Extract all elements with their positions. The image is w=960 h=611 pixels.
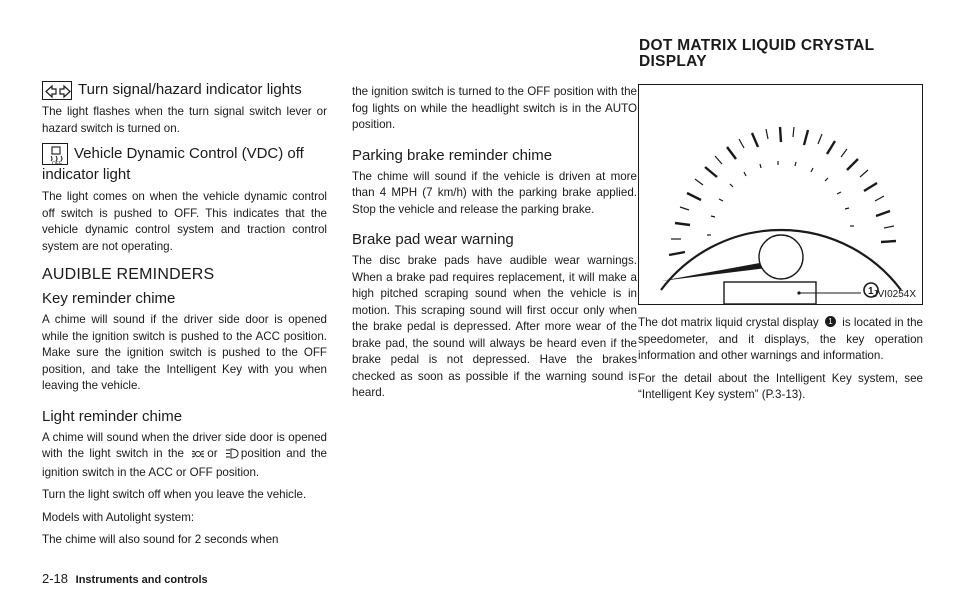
display-text-b: is located in the speedometer, and it displays, the key operation information and other warnings and information. [638, 316, 923, 362]
light-text-3: Models with Autolight system: [42, 510, 195, 524]
light-reminder-heading: Light reminder chime [42, 407, 183, 425]
speedometer-illustration [639, 85, 922, 304]
vdc-heading [42, 143, 327, 185]
key-reminder-heading: Key reminder chime [42, 290, 176, 307]
section-title: DOT MATRIX LIQUID CRYSTAL DISPLAY [639, 37, 875, 70]
column-1 [42, 80, 327, 555]
light-reminder-text [42, 430, 327, 482]
light-text-2: Turn the light switch off when you leave the vehicle. [42, 488, 307, 501]
callout-1-label: 1 [868, 286, 874, 297]
light-text-a: A chime will sound when the driver side door is opened with the light switch in the [42, 430, 327, 460]
column-2 [352, 84, 637, 408]
intelligent-key-text: For the detail about the Intelligent Key system, see “Intelligent Key system” (P.3-13). [638, 371, 923, 401]
light-text-4: The chime will also sound for 2 seconds when [42, 533, 279, 546]
brake-pad-text: The disc brake pads have audible wear warnings. When a brake pad requires replacement, it will make a high pitched scraping sound when the vehicle is in motion. This scraping sound will first occur only when the brake pedal is depressed. After more wear of the brake pad, the sound will always be heard even if the brake pedal is not depressed. Have the brakes checked as soon as possible if the warning sound is heard. [352, 254, 637, 399]
display-description [638, 315, 923, 365]
speedometer-figure [638, 84, 923, 305]
turn-signal-heading [42, 80, 327, 100]
key-reminder-text: A chime will sound if the driver side door is opened while the ignition switch is pushed to the ACC position. Make sure the ignition switch is pushed to the OFF position, and take the Intelligent Key with you when leaving the vehicle. [42, 313, 327, 392]
headlight-icon [225, 448, 239, 465]
vdc-text: The light comes on when the vehicle dynamic control off switch is pushed to OFF. This indicates that the vehicle dynamic control system and traction control system are not operating. [42, 190, 327, 253]
light-text-or: or [207, 447, 218, 460]
turn-signal-arrows-icon [42, 81, 72, 100]
callout-1-badge: 1 [825, 316, 836, 327]
parking-brake-heading: Parking brake reminder chime [352, 146, 553, 164]
turn-signal-text: The light flashes when the turn signal switch lever or hazard switch is turned on. [42, 105, 327, 135]
vdc-off-car-icon [42, 143, 68, 165]
page-footer [42, 571, 208, 586]
parking-brake-text: The chime will sound if the vehicle is driven at more than 4 MPH (7 km/h) with the parking brake applied. Stop the vehicle and release the parking brake. [352, 169, 637, 216]
column-3 [638, 84, 923, 410]
display-text-a: The dot matrix liquid crystal display [638, 316, 819, 329]
vdc-heading-text: Vehicle Dynamic Control (VDC) off indicator light [42, 144, 304, 183]
brake-pad-heading: Brake pad wear warning [352, 231, 514, 248]
svg-text:OFF: OFF [52, 161, 62, 166]
light-text-b: position and the ignition switch in the ACC or OFF position. [42, 447, 327, 479]
page-number: 2-18 [42, 571, 69, 586]
turn-signal-heading-text: Turn signal/hazard indicator lights [78, 81, 302, 98]
footer-section-label: Instruments and controls [75, 574, 208, 586]
continued-text: the ignition switch is turned to the OFF position with the fog lights on while the headlight switch is in the AUTO position. [352, 85, 637, 131]
figure-label: JVI0254X [872, 289, 916, 300]
parking-light-icon [191, 448, 205, 465]
audible-reminders-heading: AUDIBLE REMINDERS [42, 266, 215, 283]
